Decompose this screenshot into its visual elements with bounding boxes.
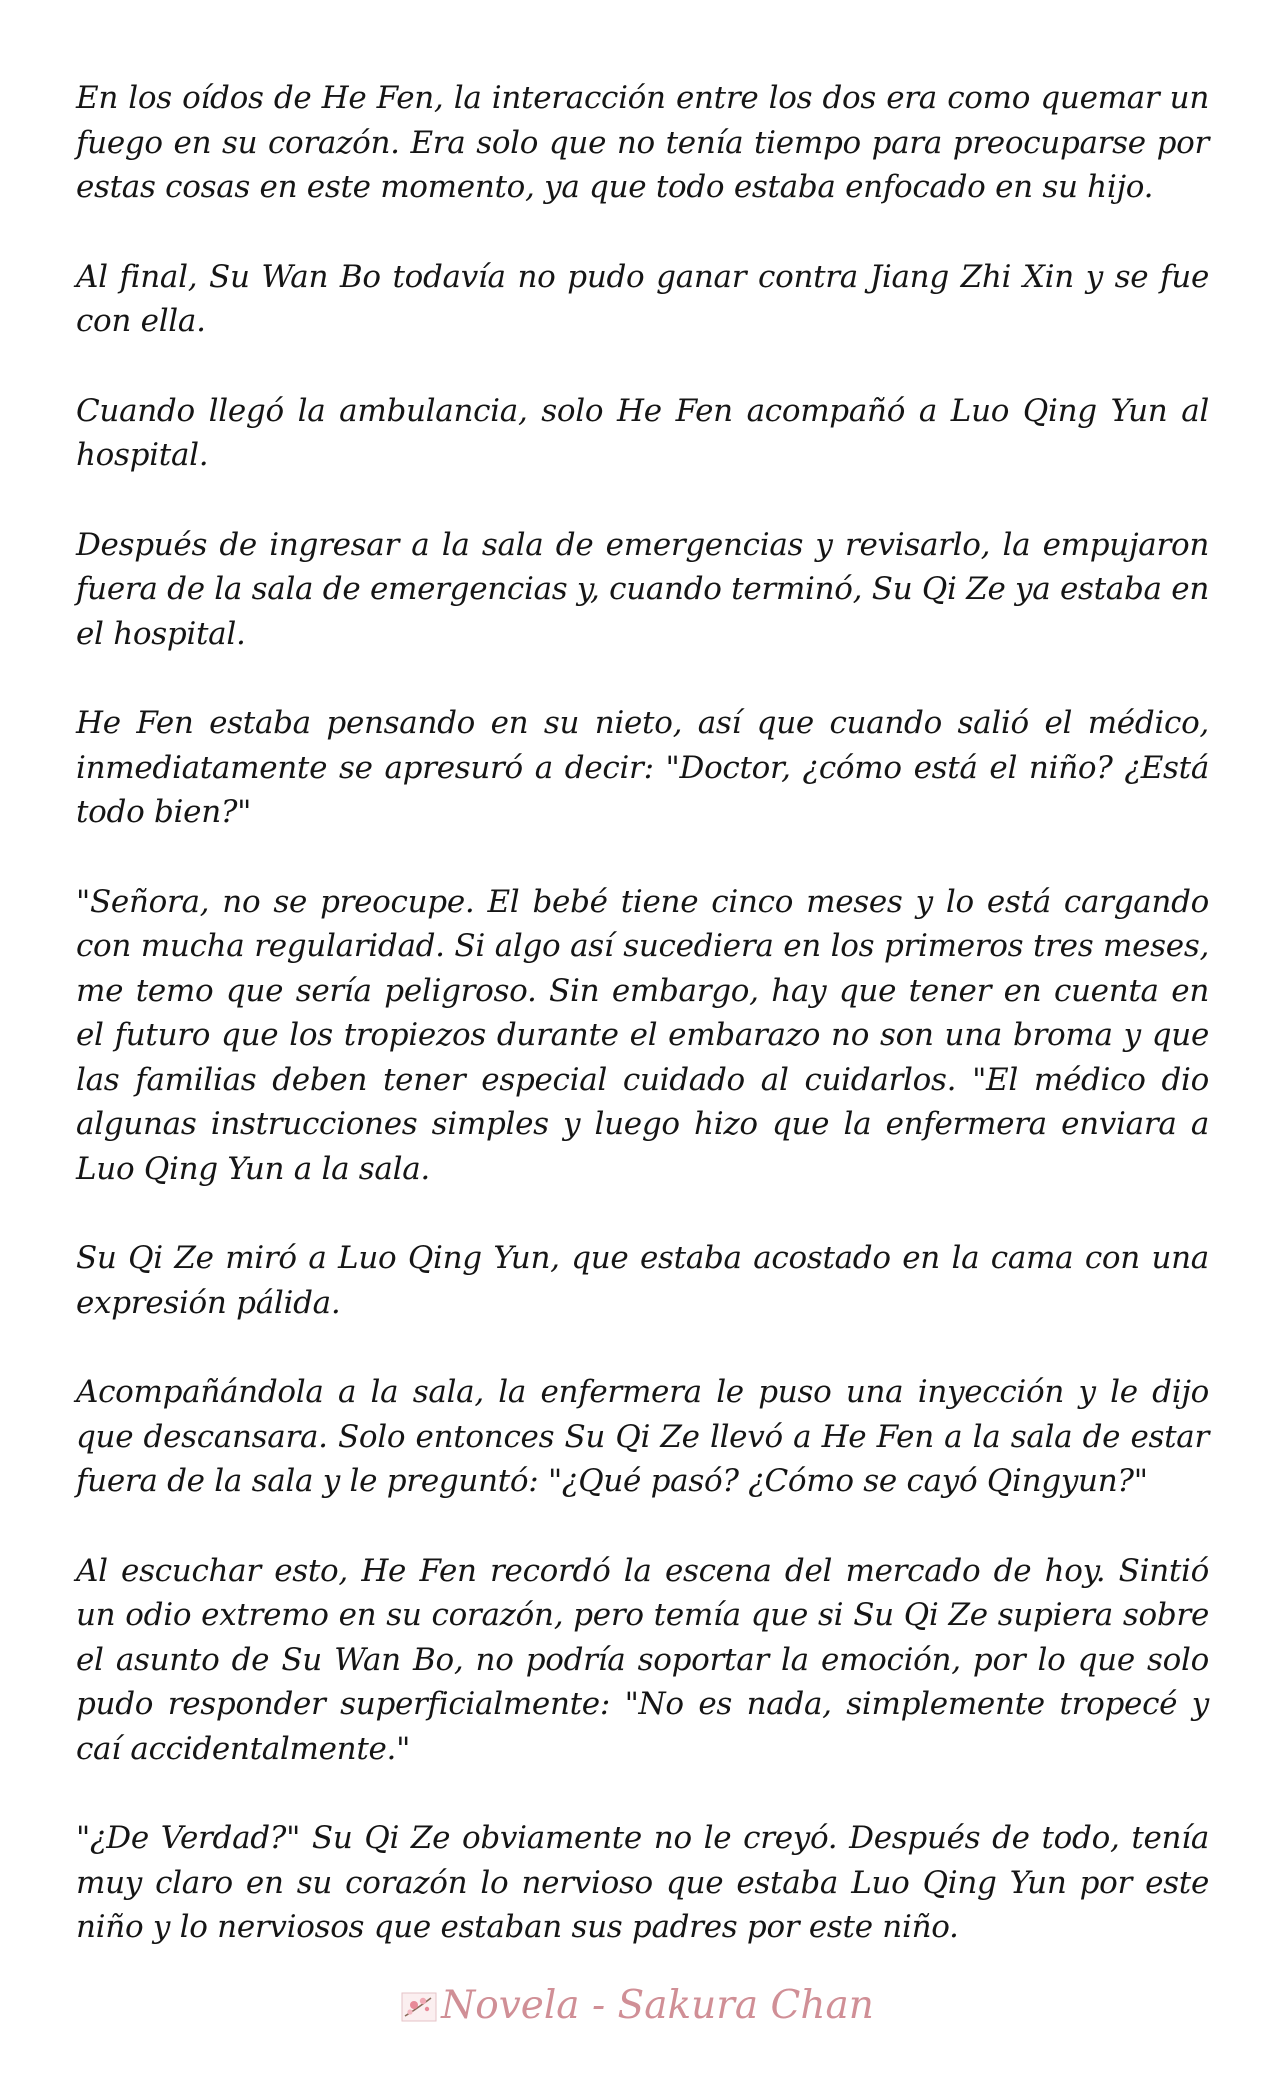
story-text xyxy=(76,76,1209,1995)
paragraph-6: "Señora, no se preocupe. El bebé tiene cinco meses y lo está cargando con mucha regularidad. Si algo así sucediera en los primeros tres meses, me temo que sería peligroso. Sin embargo, hay que tener en cuenta en el futuro que los tropiezos durante el embarazo no son una broma y que las familias deben tener especial cuidado al cuidarlos. "El médico dio algunas instrucciones simples y luego hizo que la enfermera enviara a Luo Qing Yun a la sala. xyxy=(76,883,1209,1187)
paragraph-4: Después de ingresar a la sala de emergencias y revisarlo, la empujaron fuera de la sala de emergencias y, cuando terminó, Su Qi Ze ya estaba en el hospital. xyxy=(76,526,1209,652)
paragraph-1: En los oídos de He Fen, la interacción entre los dos era como quemar un fuego en su corazón. Era solo que no tenía tiempo para preocuparse por estas cosas en este momento, ya que todo estaba enfocado en su hijo. xyxy=(76,80,1209,205)
paragraph-7: Su Qi Ze miró a Luo Qing Yun, que estaba acostado en la cama con una expresión pálida. xyxy=(76,1240,1209,1321)
paragraph-5: He Fen estaba pensando en su nieto, así que cuando salió el médico, inmediatamente se apresuró a decir: "Doctor, ¿cómo está el niño? ¿Está todo bien?" xyxy=(76,705,1209,830)
paragraph-9: Al escuchar esto, He Fen recordó la escena del mercado de hoy. Sintió un odio extremo en su corazón, pero temía que si Su Qi Ze supiera sobre el asunto de Su Wan Bo, no podría soportar la emoción, por lo que solo pudo responder superficialmente: "No es nada, simplemente tropecé y caí accidentalmente." xyxy=(76,1552,1209,1767)
watermark-text: Novela - Sakura Chan xyxy=(441,1983,874,2028)
paragraph-2: Al final, Su Wan Bo todavía no pudo ganar contra Jiang Zhi Xin y se fue con ella. xyxy=(76,258,1209,339)
paragraph-3: Cuando llegó la ambulancia, solo He Fen acompañó a Luo Qing Yun al hospital. xyxy=(76,392,1209,473)
paragraph-8: Acompañándola a la sala, la enfermera le puso una inyección y le dijo que descansara. Solo entonces Su Qi Ze llevó a He Fen a la sala de estar fuera de la sala y le preguntó: "¿Qué pasó? ¿Cómo se cayó Qingyun?" xyxy=(76,1374,1209,1499)
paragraph-10: "¿De Verdad?" Su Qi Ze obviamente no le creyó. Después de todo, tenía muy claro en su corazón lo nervioso que estaba Luo Qing Yun por este niño y lo nerviosos que estaban sus padres por este niño. xyxy=(76,1820,1209,1945)
watermark xyxy=(0,1983,1275,2028)
sakura-flower-icon xyxy=(401,1992,437,2022)
